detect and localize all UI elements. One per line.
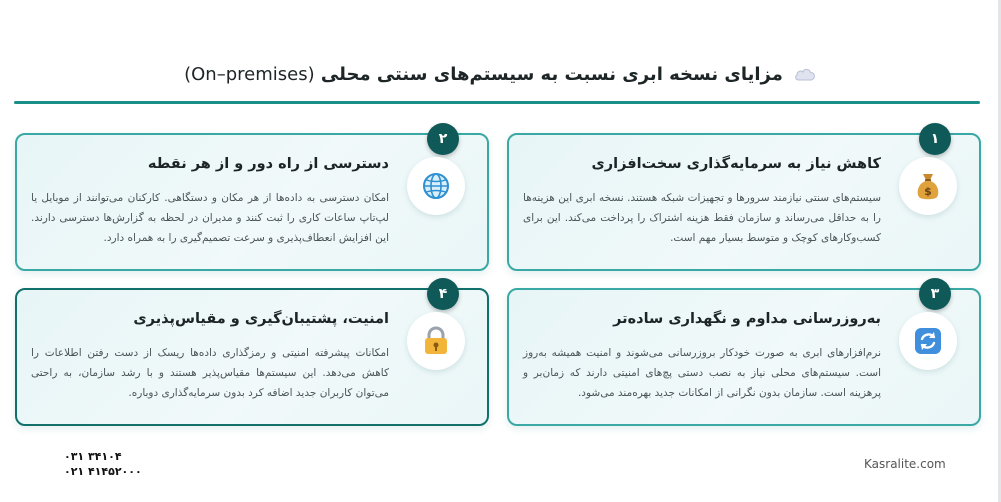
card-icon-wrapper — [899, 157, 957, 215]
card-description: امکانات پیشرفته امنیتی و رمزگذاری داده‌ها ریسک از دست رفتن اطلاعات را کاهش می‌دهد. این سیستم‌ها مقیاس‌پذیر هستند و با رشد سازمان، به راحتی می‌توان کاربران جدید اضافه کرد بدون سرمایه‌گذاری دوباره. — [31, 347, 389, 399]
svg-text:$: $ — [924, 185, 932, 198]
card-description: نرم‌افزارهای ابری به صورت خودکار بروزرسانی می‌شوند و امنیت همیشه به‌روز است. سیستم‌های محلی نیاز به نصب دستی پچ‌های امنیتی دارند که زمان‌بر و پرهزینه است. سازمان بدون نگرانی از امکانات جدید بهره‌مند می‌شود. — [523, 347, 881, 399]
feature-card-remote-access — [15, 133, 489, 271]
card-icon-wrapper — [407, 157, 465, 215]
lock-icon — [423, 326, 449, 356]
refresh-icon — [914, 327, 942, 355]
card-title: کاهش نیاز به سرمایه‌گذاری سخت‌افزاری — [591, 156, 881, 172]
header-divider — [14, 101, 980, 104]
card-icon-wrapper — [407, 312, 465, 370]
page-title — [184, 64, 783, 85]
brand-watermark: Kasralite.com — [864, 457, 946, 471]
card-number-badge: ۴ — [427, 278, 459, 310]
card-number-badge: ۱ — [919, 123, 951, 155]
page-header — [0, 52, 1001, 96]
page-title-latin: (On–premises) — [184, 63, 315, 85]
card-number-badge: ۳ — [919, 278, 951, 310]
card-title: دسترسی از راه دور و از هر نقطه — [147, 156, 389, 172]
phone-numbers — [64, 449, 142, 479]
globe-icon — [421, 171, 451, 201]
feature-card-updates — [507, 288, 981, 426]
money-bag-icon — [914, 171, 942, 201]
card-description: امکان دسترسی به داده‌ها از هر مکان و دستگاهی. کارکنان می‌توانند از موبایل یا لپ‌تاپ ساعات کاری را ثبت کنند و مدیران در لحظه به گزارش‌ها دسترسی دارند. این افزایش انعطاف‌پذیری و سرعت تصمیم‌گیری را به همراه دارد. — [31, 192, 389, 244]
card-icon-wrapper — [899, 312, 957, 370]
card-title: امنیت، پشتیبان‌گیری و مقیاس‌پذیری — [133, 311, 389, 327]
card-title: به‌روزرسانی مداوم و نگهداری ساده‌تر — [613, 311, 881, 327]
card-number-badge: ۲ — [427, 123, 459, 155]
page-title-text: مزایای نسخه ابری نسبت به سیستم‌های سنتی محلی — [320, 63, 783, 85]
card-description: سیستم‌های سنتی نیازمند سرورها و تجهیزات شبکه هستند. نسخه ابری این هزینه‌ها را به حداقل می‌رساند و سازمان فقط هزینه اشتراک را پرداخت می‌کند. این برای کسب‌وکارهای کوچک و متوسط بسیار مهم است. — [523, 192, 881, 244]
cloud-icon — [793, 66, 817, 82]
phone-number: ۰۲۱ ۴۱۴۵۲۰۰۰ — [64, 465, 142, 478]
phone-number: ۰۳۱ ۳۴۱۰۴ — [64, 450, 122, 463]
feature-card-capital-cost — [507, 133, 981, 271]
feature-card-security — [15, 288, 489, 426]
